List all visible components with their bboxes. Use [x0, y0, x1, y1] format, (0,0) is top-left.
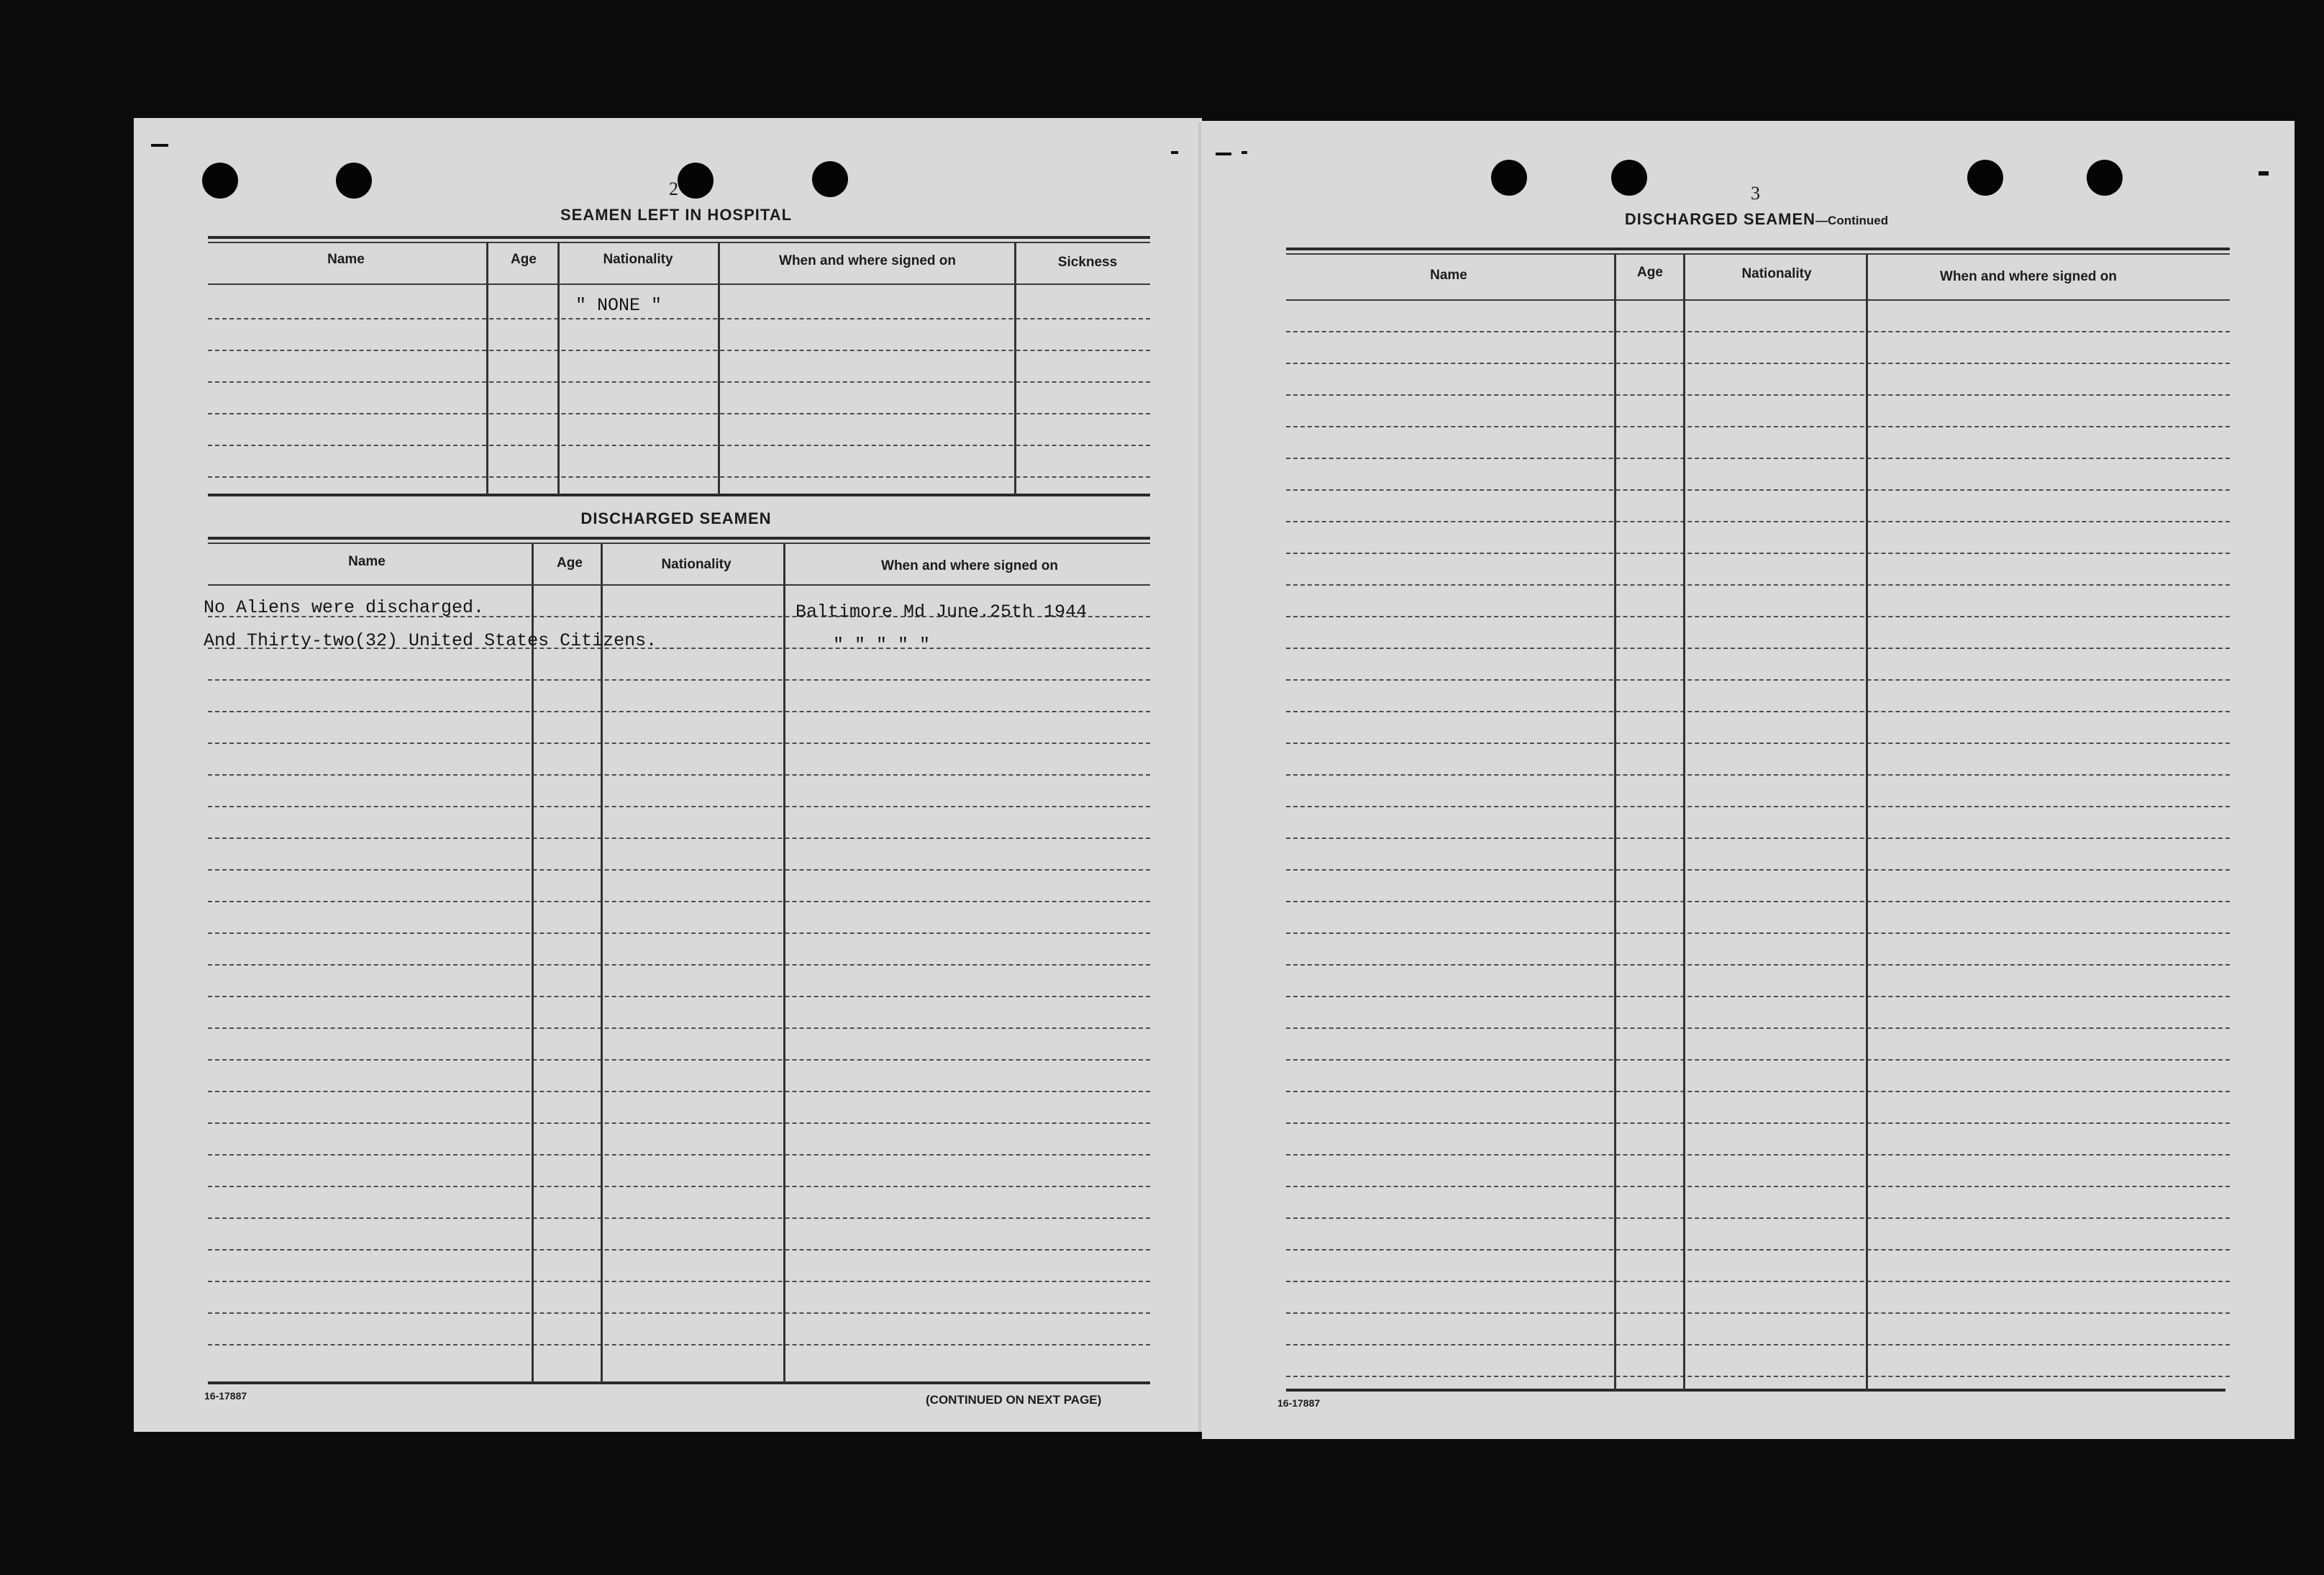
- column-header-age: Age: [1637, 265, 1663, 280]
- table-row-line: [1286, 1249, 2230, 1251]
- table-row-line: [208, 679, 1150, 681]
- table-row-line: [208, 1312, 1150, 1315]
- table-row-line: [1286, 743, 2230, 745]
- header-rule: [208, 283, 1150, 285]
- table-row-line: [1286, 806, 2230, 808]
- table-row-line: [208, 445, 1150, 447]
- speck: [151, 144, 168, 147]
- table-row-line: [1286, 932, 2230, 935]
- table-row-line: [1286, 489, 2230, 491]
- table-row-line: [1286, 1091, 2230, 1093]
- table-row-line: [208, 318, 1150, 320]
- table-row-line: [208, 869, 1150, 871]
- section-title-discharged: DISCHARGED SEAMEN: [580, 509, 772, 527]
- table-row-line: [208, 1059, 1150, 1061]
- column-divider: [718, 242, 720, 495]
- speck: [1216, 153, 1231, 155]
- table-row-line: [1286, 996, 2230, 998]
- table-row-line: [1286, 1186, 2230, 1188]
- table-row-line: [1286, 521, 2230, 523]
- header-rule: [1286, 299, 2230, 301]
- discharged-signed-on-entry: Baltimore Md June.25th 1944: [796, 602, 1088, 622]
- column-header-name: Name: [327, 252, 365, 267]
- table-row-line: [208, 996, 1150, 998]
- table-rule: [208, 543, 1150, 544]
- speck: [2259, 171, 2269, 176]
- table-row-line: [1286, 1217, 2230, 1220]
- hospital-entry-none: " NONE ": [575, 295, 662, 316]
- table-row-line: [208, 1154, 1150, 1156]
- table-row-line: [1286, 964, 2230, 966]
- table-row-line: [208, 964, 1150, 966]
- punch-hole: [2087, 160, 2123, 196]
- discharged-line-aliens: No Aliens were discharged.: [204, 597, 485, 618]
- table-row-line: [1286, 1312, 2230, 1315]
- table-row-line: [208, 1281, 1150, 1283]
- column-header-nationality: Nationality: [1741, 266, 1812, 281]
- table-row-line: [208, 932, 1150, 935]
- section-title-discharged-continued: [1625, 210, 1888, 229]
- table-rule: [208, 537, 1150, 540]
- table-row-line: [208, 1344, 1150, 1346]
- table-rule: [1286, 1389, 2225, 1392]
- column-header-signed-on: When and where signed on: [881, 558, 1058, 573]
- table-row-line: [1286, 711, 2230, 713]
- column-divider: [601, 544, 603, 1383]
- table-row-line: [1286, 648, 2230, 650]
- table-row-line: [208, 1027, 1150, 1030]
- table-rule: [208, 242, 1150, 243]
- right-page: [1202, 121, 2295, 1439]
- table-row-line: [1286, 869, 2230, 871]
- page-number: 3: [1751, 183, 1760, 204]
- table-row-line: [1286, 1344, 2230, 1346]
- table-row-line: [1286, 1059, 2230, 1061]
- column-divider: [557, 242, 560, 495]
- table-row-line: [1286, 616, 2230, 618]
- table-row-line: [1286, 458, 2230, 460]
- punch-hole: [1967, 160, 2003, 196]
- continued-note: (CONTINUED ON NEXT PAGE): [926, 1393, 1102, 1407]
- column-divider: [532, 544, 534, 1383]
- table-row-line: [1286, 774, 2230, 776]
- ditto-marks: " " " " ": [833, 635, 931, 655]
- column-divider: [1014, 242, 1016, 495]
- table-row-line: [1286, 426, 2230, 428]
- speck: [1171, 151, 1178, 154]
- table-rule: [208, 494, 1150, 496]
- table-row-line: [208, 1122, 1150, 1125]
- column-divider: [1866, 255, 1868, 1390]
- punch-hole: [812, 161, 848, 197]
- table-row-line: [1286, 679, 2230, 681]
- column-divider: [1614, 255, 1616, 1390]
- table-row-line: [1286, 363, 2230, 365]
- section-title-hospital: SEAMEN LEFT IN HOSPITAL: [560, 206, 793, 224]
- column-header-nationality: Nationality: [603, 252, 673, 267]
- column-header-age: Age: [511, 252, 537, 267]
- table-row-line: [208, 806, 1150, 808]
- speck: [1241, 151, 1247, 154]
- table-row-line: [1286, 1154, 2230, 1156]
- column-divider: [1683, 255, 1685, 1390]
- column-header-name: Name: [1430, 268, 1467, 283]
- table-rule: [1286, 248, 2230, 250]
- table-row-line: [208, 1091, 1150, 1093]
- page-seam: [1198, 122, 1201, 1432]
- form-number: 16-17887: [204, 1390, 247, 1402]
- column-divider: [783, 544, 785, 1383]
- table-row-line: [1286, 331, 2230, 333]
- table-rule: [208, 236, 1150, 239]
- table-row-line: [208, 774, 1150, 776]
- punch-hole: [202, 163, 238, 199]
- table-row-line: [208, 350, 1150, 352]
- table-row-line: [1286, 1027, 2230, 1030]
- title-suffix: —Continued: [1815, 214, 1889, 227]
- table-row-line: [208, 711, 1150, 713]
- discharged-line-citizens: And Thirty-two(32) United States Citizens.: [204, 630, 657, 651]
- title-main: DISCHARGED SEAMEN: [1624, 210, 1816, 228]
- table-row-line: [1286, 394, 2230, 396]
- table-row-line: [208, 413, 1150, 415]
- table-row-line: [208, 1217, 1150, 1220]
- table-row-line: [1286, 901, 2230, 903]
- table-rule: [1286, 253, 2230, 255]
- page-number: 2: [669, 178, 678, 199]
- column-header-name: Name: [348, 554, 386, 569]
- table-row-line: [1286, 1281, 2230, 1283]
- column-header-age: Age: [557, 555, 583, 571]
- table-row-line: [208, 838, 1150, 840]
- form-number: 16-17887: [1277, 1397, 1321, 1409]
- column-divider: [486, 242, 488, 495]
- column-header-nationality: Nationality: [661, 557, 732, 572]
- table-row-line: [1286, 584, 2230, 586]
- table-row-line: [208, 381, 1150, 383]
- table-row-line: [1286, 553, 2230, 555]
- punch-hole: [678, 163, 714, 199]
- table-row-line: [208, 1249, 1150, 1251]
- column-header-signed-on: When and where signed on: [779, 253, 956, 268]
- punch-hole: [1611, 160, 1647, 196]
- column-header-signed-on: When and where signed on: [1940, 269, 2117, 284]
- column-header-sickness: Sickness: [1057, 255, 1118, 270]
- punch-hole: [1491, 160, 1527, 196]
- table-row-line: [1286, 838, 2230, 840]
- table-row-line: [208, 1186, 1150, 1188]
- table-rule: [208, 1381, 1150, 1384]
- header-rule: [208, 584, 1150, 586]
- table-row-line: [1286, 1122, 2230, 1125]
- punch-hole: [336, 163, 372, 199]
- table-row-line: [208, 743, 1150, 745]
- table-row-line: [208, 476, 1150, 478]
- table-row-line: [1286, 1376, 2230, 1378]
- table-row-line: [208, 901, 1150, 903]
